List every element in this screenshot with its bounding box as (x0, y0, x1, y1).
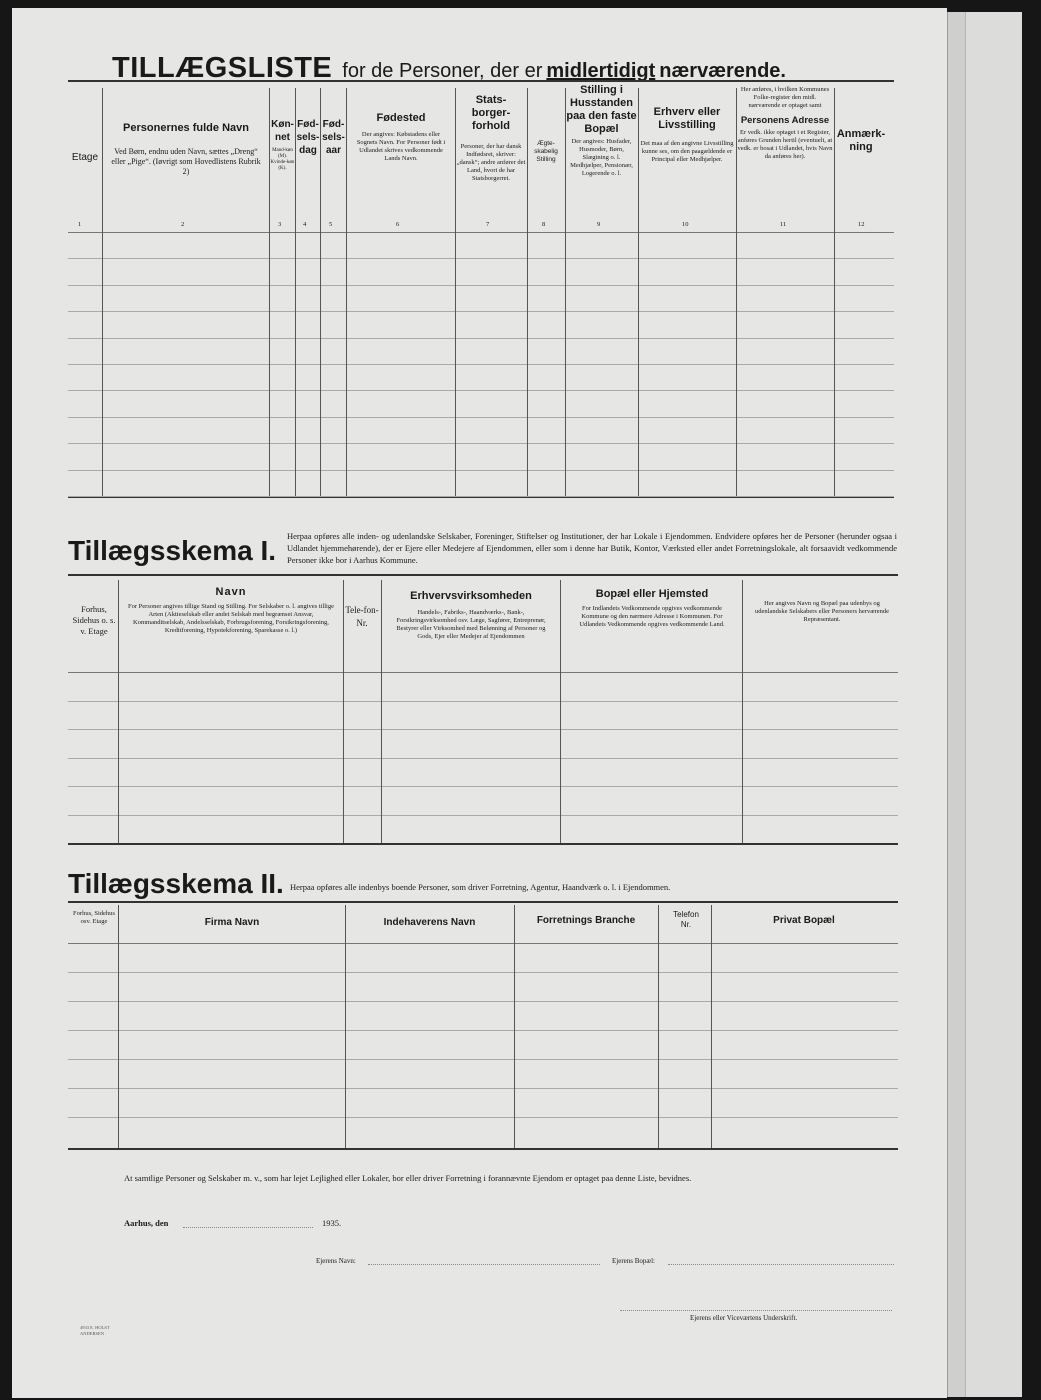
table-row (68, 496, 894, 497)
skema1-col-business-title: Erhvervsvirksomheden (410, 590, 532, 602)
skema2-title: Tillægsskema II. (68, 868, 284, 899)
column-number: 10 (682, 221, 689, 228)
column-number: 9 (597, 221, 601, 228)
col-household-title: Stilling i Husstanden paa den faste Bopæl (566, 84, 637, 135)
table-row (68, 390, 894, 391)
column-divider (118, 580, 119, 843)
column-number: 11 (780, 221, 787, 228)
column-divider (742, 580, 743, 843)
column-divider (658, 905, 659, 1148)
col-occupation-title: Erhverv eller Livsstilling (653, 106, 721, 131)
skema1-col-representative-desc: Her angives Navn og Bopæl paa udenbys og udenlandske Selskabers eller Personers herværende Repræsentant. (755, 600, 889, 623)
table-row (68, 815, 898, 816)
col-citizenship-header (456, 94, 526, 183)
col-name-title: Personernes fulde Navn (123, 122, 249, 134)
column-number: 3 (278, 221, 282, 228)
skema1-col-name-desc: For Personer angives tillige Stand og Stilling. For Selskaber o. l. angives tillige Arten (Aktieselskab eller andet Selskab med begrænset Ansvar, Kommanditselskab, Andelsselskab, Forbrugsforening, Forsikringsforening, Kreditforening, Hypotekforening, Sparekasse o. l.) (128, 603, 334, 634)
table-row (68, 470, 894, 471)
col-sex-desc: Mand-køn (M). Kvinde-køn (K). (270, 148, 295, 171)
column-number: 1 (78, 221, 82, 228)
main-title-big: TILLÆGSLISTE (112, 52, 333, 84)
column-number: 4 (303, 221, 307, 228)
column-divider (560, 580, 561, 843)
column-number: 7 (486, 221, 490, 228)
skema1-top-rule (68, 574, 898, 576)
skema2-col-private-address: Privat Bopæl (773, 915, 835, 926)
col-citizenship-title: Stats-borger-forhold (471, 94, 511, 132)
skema2-col-etage: Forhus, Sidehus osv. Etage (73, 910, 115, 925)
column-divider (118, 905, 119, 1148)
col-name-desc: Ved Børn, endnu uden Navn, sættes „Dreng“ eller „Pige“. (Iøvrigt som Hovedlistens Rubrik 2) (111, 147, 261, 176)
footer-place: Aarhus, den (124, 1218, 169, 1228)
skema2-col-phone: Telefon Nr. (673, 910, 699, 929)
col-etage-title: Etage (71, 152, 99, 163)
skema1-col-etage: Forhus, Sidehus o. s. v. Etage (72, 604, 116, 636)
skema2-top-rule (68, 901, 898, 903)
table-row (68, 701, 898, 702)
skema1-header-rule (68, 672, 898, 673)
table-row (68, 1030, 898, 1031)
list-header-rule (68, 232, 894, 233)
column-number: 12 (858, 221, 865, 228)
skema1-col-residence-desc: For Indlandets Vedkommende opgives vedkommende Kommune og den nærmere Adresse i Kommunen. For Udlandets Vedkommende opgives vedkommende Land. (579, 605, 725, 628)
skema1-col-phone: Tele-fon-Nr. (345, 605, 379, 628)
col-remark-title: Anmærk-ning (836, 128, 886, 153)
skema1-col-residence-title: Bopæl eller Hjemsted (595, 588, 709, 600)
skema2-col-owner: Indehaverens Navn (383, 917, 476, 928)
table-row (68, 258, 894, 259)
form-sheet (12, 8, 947, 1398)
table-row (68, 338, 894, 339)
column-divider (345, 905, 346, 1148)
skema2-header-rule (68, 943, 898, 944)
column-divider (514, 905, 515, 1148)
skema1-title: Tillægsskema I. (68, 535, 277, 566)
skema1-col-business-desc: Handels-, Fabriks-, Haandværks-, Bank-, Forsikringsvirksomhed osv. Læge, Sagfører, Entreprenør, Bestyrer eller Virksomhed med Belønning af Personer og Gods, Ejer eller Medejer af Ejendommen (396, 609, 546, 640)
skema1-intro: Herpaa opføres alle inden- og udenlandske Selskaber, Foreninger, Stiftelser og Institutioner, der har Lokale i Ejendommen. Endvidere opføres her de Personer (herunder ogsaa i Udlandet hjemmehørende), der er Ejere eller Medejere af Ejendommen, eller som i denne har Butik, Kontor, Værksted eller andet Forretningslokale, alt forsaavidt vedkommende Personer ikke bor i Aarhus Kommune. (287, 531, 897, 565)
column-divider (834, 88, 835, 496)
col-sex-header (270, 118, 295, 172)
col-birthday-title: Fød-sels-dag (296, 119, 320, 156)
table-row (68, 972, 898, 973)
table-row (68, 786, 898, 787)
table-row (68, 758, 898, 759)
table-row (68, 311, 894, 312)
column-divider (346, 88, 347, 496)
footer-signature-line (620, 1310, 892, 1311)
main-title-rest-2: nærværende. (659, 60, 786, 82)
column-number: 6 (396, 221, 400, 228)
table-row (68, 417, 894, 418)
page-edge-outer (965, 12, 1022, 1397)
skema1-col-business-header (384, 590, 558, 641)
column-number: 2 (181, 221, 185, 228)
skema2-intro: Herpaa opføres alle indenbys boende Personer, som driver Forretning, Agentur, Haandværk o. l. i Ejendommen. (290, 882, 671, 892)
footer-owner-address-line (668, 1264, 894, 1265)
column-divider (102, 88, 103, 496)
table-row (68, 443, 894, 444)
col-household-header (566, 84, 637, 178)
col-marital-title: Ægte-skabelig Stilling (534, 140, 558, 163)
skema1-col-residence-header (563, 588, 741, 629)
main-title-underlined: midlertidigt (546, 60, 656, 82)
col-address-header (737, 86, 833, 161)
col-birthplace-desc: Der angives: Købstadens eller Sognets Navn. For Personer født i Udlandet skrives vedkommende Lands Navn. (356, 131, 446, 162)
col-citizenship-desc: Personer, der har dansk Indfødsret, skriver: „dansk“; andre anfører det Land, hvori de har Statsborgerret. (456, 143, 526, 182)
column-divider (381, 580, 382, 843)
col-occupation-desc: Det maa af den angivne Livsstilling kunne ses, om den paagældende er Principal eller Medhjælper. (640, 140, 734, 163)
col-household-desc: Der angives: Husfader, Husmoder, Børn, Slægtning o. l. Medhjælper, Pensionær, Logerende o. l. (570, 138, 633, 177)
table-row (68, 729, 898, 730)
col-name-header (104, 122, 268, 177)
col-birthyear-title: Fød-sels-aar (322, 119, 345, 156)
table-row (68, 1088, 898, 1089)
page-edge (947, 12, 966, 1397)
footer-date-line (183, 1227, 313, 1228)
table-row (68, 1117, 898, 1118)
column-number: 5 (329, 221, 333, 228)
footer-signature-label: Ejerens eller Viceværtens Underskrift. (690, 1314, 798, 1322)
column-number: 8 (542, 221, 546, 228)
col-address-desc: Er vedk. ikke optaget i et Register, anføres Grunden hertil (eventuelt, at vedk. er bosat i Udlandet, hvis Navn da anføres her). (737, 129, 833, 160)
skema1-col-name-header (120, 586, 342, 635)
col-address-pre: Her anføres, i hvilken Kommunes Folke-register den midl. nærværende er optaget samt (740, 86, 830, 109)
col-address-title: Personens Adresse (740, 115, 830, 126)
skema2-col-firm: Firma Navn (204, 917, 260, 928)
main-title-rest-1: for de Personer, der er (342, 60, 543, 82)
footer-year: 1935. (322, 1218, 342, 1228)
col-sex-title: Køn-net (271, 119, 294, 143)
footer-printer-mark: 4933 E. HOLST ANDERSEN (80, 1325, 110, 1336)
table-row (68, 364, 894, 365)
column-divider (343, 580, 344, 843)
skema1-col-name-title: Navn (215, 586, 247, 598)
list-top-rule (68, 80, 894, 82)
table-row (68, 285, 894, 286)
table-row (68, 1059, 898, 1060)
footer-certification: At samtlige Personer og Selskaber m. v., som har lejet Lejlighed eller Lokaler, bor eller driver Forretning i forannævnte Ejendom er optaget paa denne Liste, bevidnes. (124, 1173, 692, 1183)
column-divider (711, 905, 712, 1148)
table-row (68, 1001, 898, 1002)
col-birthplace-title: Fødested (376, 112, 426, 124)
skema1-bottom-rule (68, 843, 898, 845)
footer-owner-address-label: Ejerens Bopæl: (612, 1257, 655, 1265)
col-occupation-header (639, 106, 735, 164)
col-birthplace-header (348, 112, 454, 163)
skema2-col-branch: Forretnings Branche (536, 915, 636, 926)
skema2-bottom-rule (68, 1148, 898, 1150)
footer-owner-name-line (368, 1264, 600, 1265)
footer-owner-name-label: Ejerens Navn: (316, 1257, 356, 1265)
